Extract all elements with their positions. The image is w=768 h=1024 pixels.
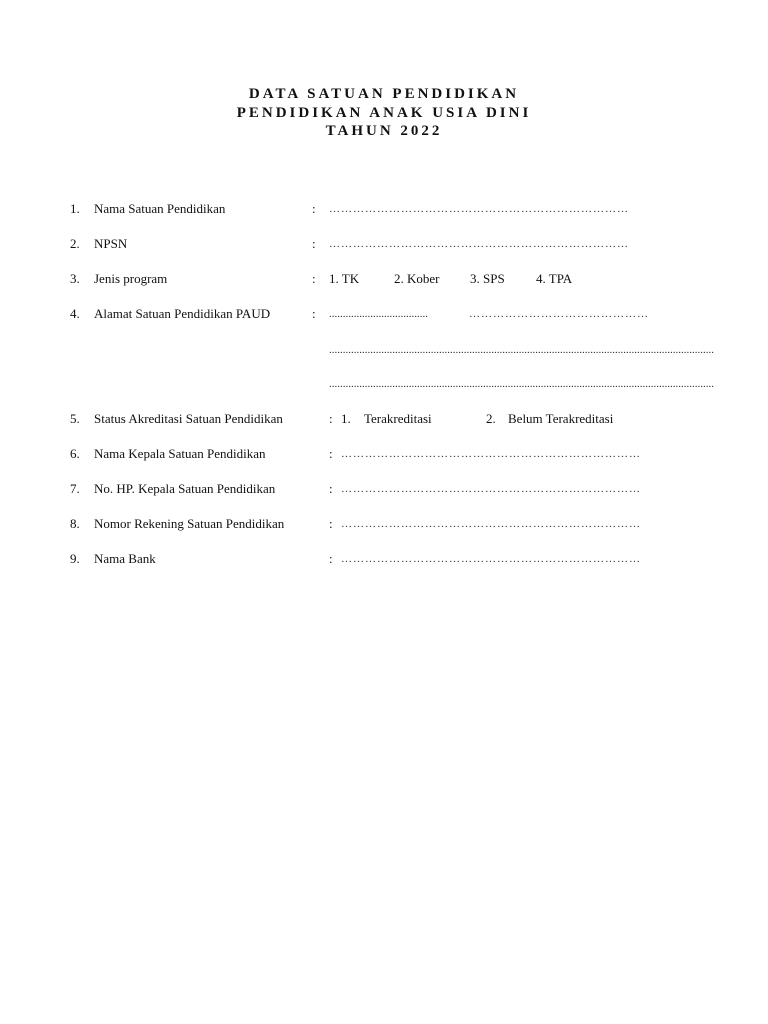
field-label: NPSN (94, 236, 128, 251)
field-colon: : (329, 551, 333, 566)
fill-in-line[interactable]: ……………………………………… (469, 308, 649, 320)
fill-in-line[interactable]: ………………………………………………………………… (329, 203, 629, 215)
field-label: Nama Satuan Pendidikan (94, 201, 226, 216)
field-colon: : (312, 306, 316, 321)
field-row-rekening (0, 514, 768, 534)
field-colon: : (312, 271, 316, 286)
field-number: 8. (70, 516, 80, 531)
fill-in-line[interactable]: ………………………………………………………………… (341, 483, 641, 495)
akreditasi-option-belum[interactable]: Belum Terakreditasi (508, 411, 614, 426)
field-row-alamat-line-2 (0, 340, 768, 360)
title-line-2: PENDIDIKAN ANAK USIA DINI (236, 105, 532, 121)
field-colon: : (312, 236, 316, 251)
field-number: 9. (70, 551, 80, 566)
field-label: Nama Bank (94, 551, 156, 566)
field-row-jenis-program (0, 269, 768, 289)
program-option-sps[interactable]: 3. SPS (470, 271, 505, 286)
field-colon: : (329, 446, 333, 461)
field-colon: : (312, 201, 316, 216)
akreditasi-option-number: 1. (341, 411, 351, 426)
program-option-tpa[interactable]: 4. TPA (536, 271, 573, 286)
field-number: 5. (70, 411, 80, 426)
field-row-nama-satuan (0, 199, 768, 219)
field-number: 7. (70, 481, 80, 496)
field-row-alamat (0, 304, 768, 324)
field-number: 6. (70, 446, 80, 461)
field-number: 2. (70, 236, 80, 251)
field-row-npsn (0, 234, 768, 254)
field-row-nama-bank (0, 549, 768, 569)
field-row-akreditasi (0, 409, 768, 429)
fill-in-line[interactable]: ............................................................................................................................................ (329, 378, 714, 390)
title-line-3: TAHUN 2022 (325, 123, 443, 139)
field-label: No. HP. Kepala Satuan Pendidikan (94, 481, 276, 496)
program-option-tk[interactable]: 1. TK (329, 271, 360, 286)
fill-in-line[interactable]: ………………………………………………………………… (341, 448, 641, 460)
field-row-hp-kepala (0, 479, 768, 499)
field-row-nama-kepala (0, 444, 768, 464)
field-label: Nomor Rekening Satuan Pendidikan (94, 516, 285, 531)
field-label: Nama Kepala Satuan Pendidikan (94, 446, 266, 461)
fill-in-line[interactable]: ............................................................................................................................................ (329, 344, 714, 356)
title-line-1: DATA SATUAN PENDIDIKAN (248, 86, 520, 102)
field-label: Jenis program (94, 271, 168, 286)
fill-in-line[interactable]: .................................... (329, 308, 428, 320)
program-option-kober[interactable]: 2. Kober (394, 271, 440, 286)
akreditasi-option-number: 2. (486, 411, 496, 426)
fill-in-line[interactable]: ………………………………………………………………… (341, 518, 641, 530)
field-label: Alamat Satuan Pendidikan PAUD (94, 306, 271, 321)
field-colon: : (329, 411, 333, 426)
field-colon: : (329, 516, 333, 531)
fill-in-line[interactable]: ………………………………………………………………… (341, 553, 641, 565)
field-number: 1. (70, 201, 80, 216)
field-number: 4. (70, 306, 80, 321)
field-colon: : (329, 481, 333, 496)
fill-in-line[interactable]: ………………………………………………………………… (329, 238, 629, 250)
field-label: Status Akreditasi Satuan Pendidikan (94, 411, 283, 426)
field-row-alamat-line-3 (0, 374, 768, 394)
akreditasi-option-terakreditasi[interactable]: Terakreditasi (364, 411, 432, 426)
field-number: 3. (70, 271, 80, 286)
